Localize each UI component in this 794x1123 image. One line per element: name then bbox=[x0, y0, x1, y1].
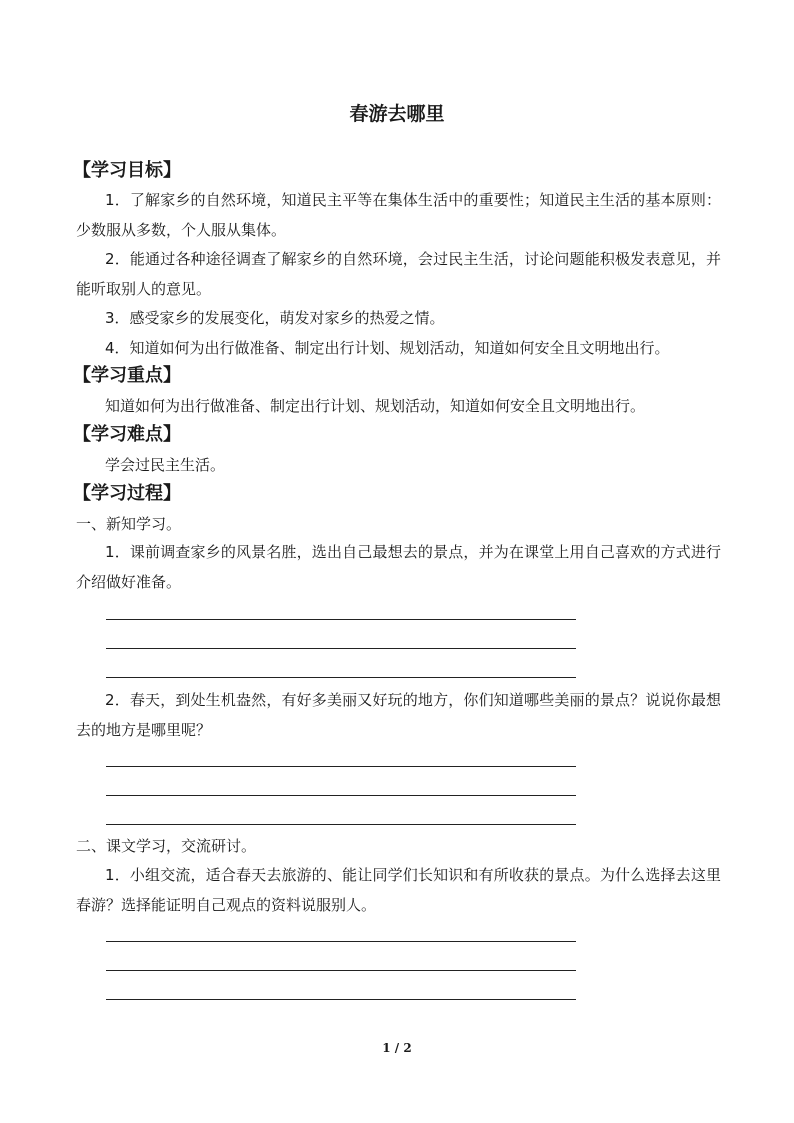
heading-goals: 【学习目标】 bbox=[73, 160, 181, 181]
answer-line[interactable] bbox=[106, 648, 576, 649]
answer-line[interactable] bbox=[106, 999, 576, 1000]
goal-item-2: 2．能通过各种途径调查了解家乡的自然环境，会过民主生活，讨论问题能积极发表意见，并能听取别人的意见。 bbox=[76, 250, 721, 298]
answer-line[interactable] bbox=[106, 970, 576, 971]
heading-process: 【学习过程】 bbox=[73, 483, 181, 504]
section-2-question-1: 1．小组交流，适合春天去旅游的、能让同学们长知识和有所收获的景点。为什么选择去这里春游？选择能证明自己观点的资料说服别人。 bbox=[76, 866, 721, 914]
answer-line[interactable] bbox=[106, 941, 576, 942]
answer-line[interactable] bbox=[106, 677, 576, 678]
goal-item-3: 3．感受家乡的发展变化，萌发对家乡的热爱之情。 bbox=[105, 309, 445, 327]
goal-item-4: 4．知道如何为出行做准备、制定出行计划、规划活动，知道如何安全且文明地出行。 bbox=[105, 339, 670, 357]
section-2-title: 二、课文学习，交流研讨。 bbox=[76, 837, 257, 855]
section-1-question-1: 1．课前调查家乡的风景名胜，选出自己最想去的景点，并为在课堂上用自己喜欢的方式进行介绍做好准备。 bbox=[76, 543, 721, 591]
section-1-question-2: 2．春天，到处生机盎然，有好多美丽又好玩的地方，你们知道哪些美丽的景点？说说你最想去的地方是哪里呢？ bbox=[76, 691, 721, 739]
difficulties-text: 学会过民主生活。 bbox=[105, 456, 226, 474]
section-1-title: 一、新知学习。 bbox=[76, 515, 182, 533]
heading-key-points: 【学习重点】 bbox=[73, 365, 181, 386]
answer-line[interactable] bbox=[106, 619, 576, 620]
heading-difficulties: 【学习难点】 bbox=[73, 424, 181, 445]
answer-line[interactable] bbox=[106, 824, 576, 825]
answer-line[interactable] bbox=[106, 795, 576, 796]
key-points-text: 知道如何为出行做准备、制定出行计划、规划活动，知道如何安全且文明地出行。 bbox=[105, 397, 646, 415]
document-title: 春游去哪里 bbox=[349, 103, 445, 125]
goal-item-1: 1．了解家乡的自然环境，知道民主平等在集体生活中的重要性；知道民主生活的基本原则：少数服从多数，个人服从集体。 bbox=[76, 191, 721, 239]
answer-line[interactable] bbox=[106, 766, 576, 767]
page-number: 1 / 2 bbox=[382, 1041, 412, 1055]
